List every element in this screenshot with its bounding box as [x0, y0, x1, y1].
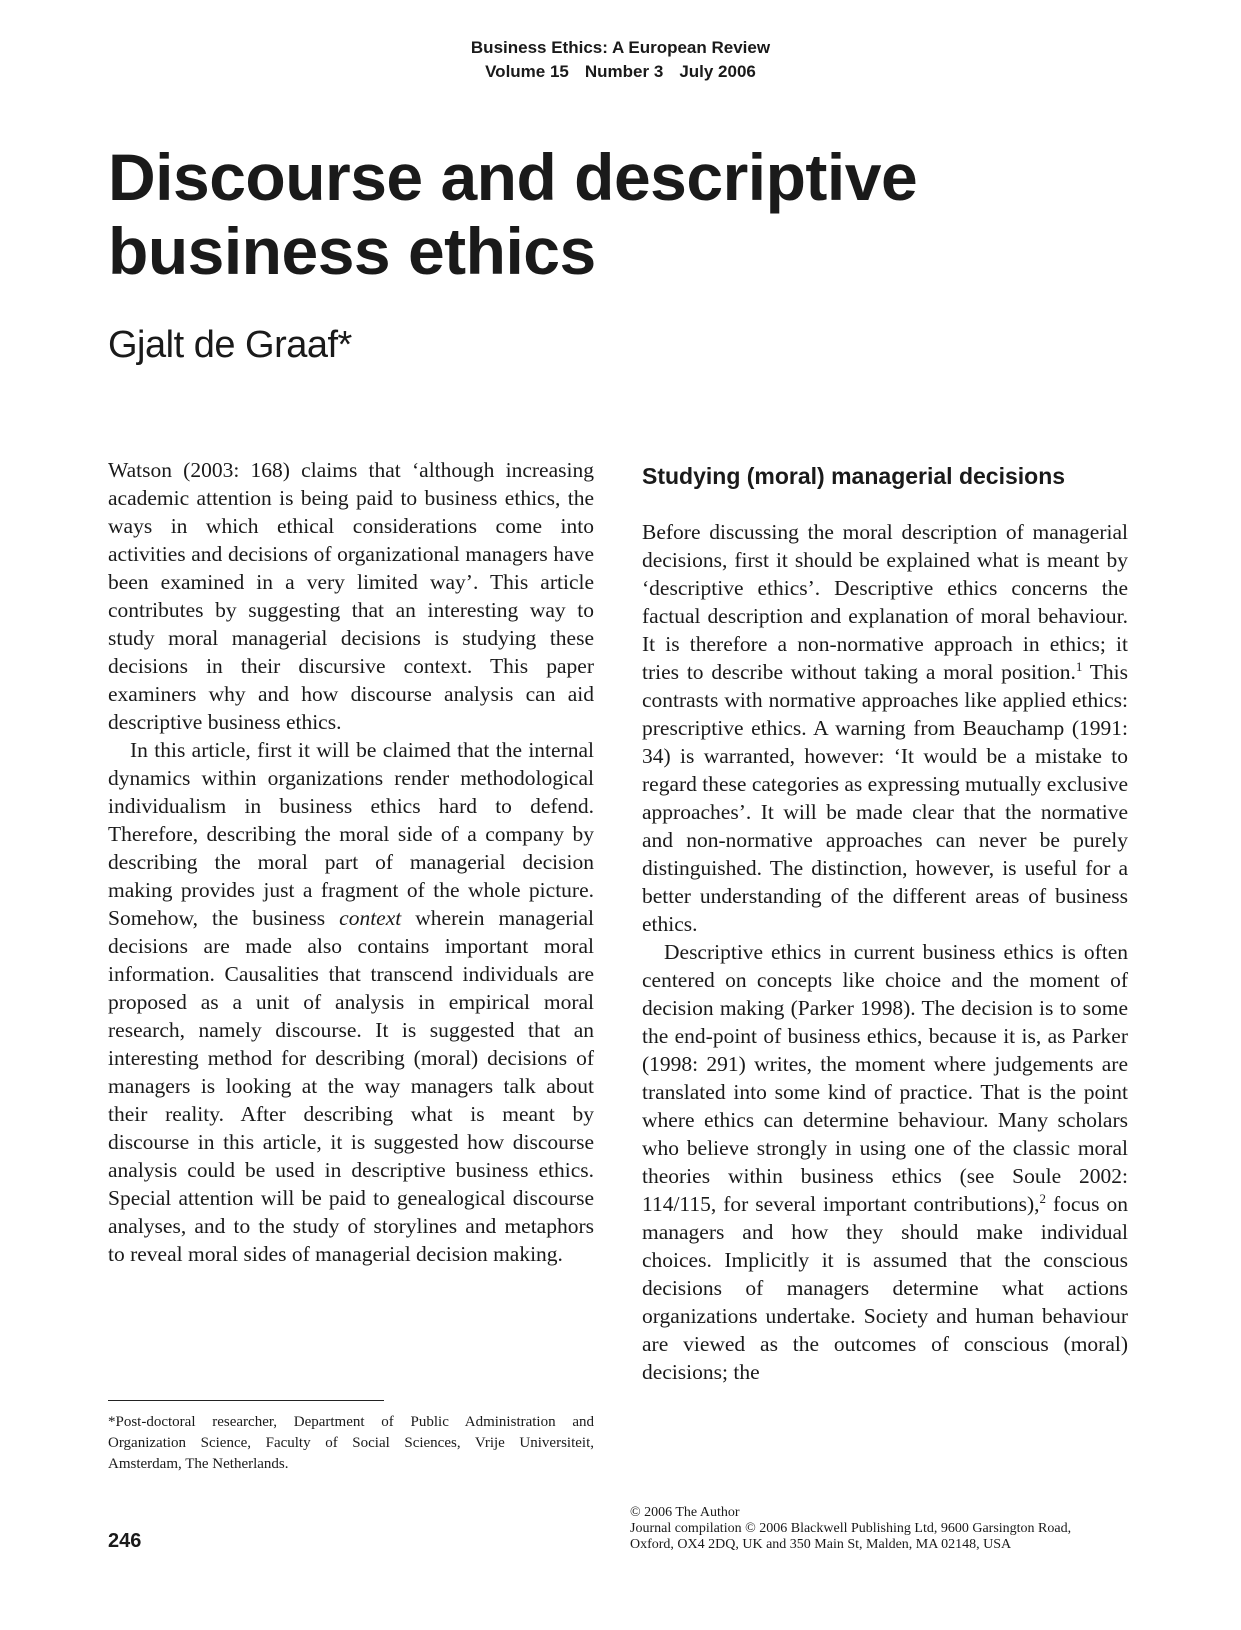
footnote-ref-1[interactable]: 1 — [1075, 658, 1083, 674]
copyright-notice — [630, 1505, 1130, 1553]
issue-date: July 2006 — [679, 62, 756, 81]
article-title: Discourse and descriptive business ethics — [108, 140, 918, 288]
right-column — [642, 462, 1128, 1386]
author-footnote: *Post-doctoral researcher, Department of Public Administration and Organization Science, Faculty of Social Sciences, Vrije Universiteit, Amsterdam, The Netherlands. — [108, 1414, 594, 1472]
section-heading: Studying (moral) managerial decisions — [642, 463, 1066, 489]
copyright-author: © 2006 The Author — [630, 1505, 740, 1520]
issue-number: Number 3 — [584, 62, 664, 81]
copyright-journal: Journal compilation © 2006 Blackwell Publishing Ltd, 9600 Garsington Road, — [630, 1521, 1072, 1536]
left-column — [108, 456, 594, 1268]
journal-name: Business Ethics: A European Review — [470, 38, 771, 57]
body-paragraph: Descriptive ethics in current business ethics is often centered on concepts like choice and the moment of decision making (Parker 1998). The decision is to some the end-point of business ethics, because it is, as Parker (1998: 291) writes, the moment where judgements are translated into some kind of practice. That is the point where ethics can determine behaviour. Many scholars who believe strongly in using one of the classic moral theories within business ethics (see Soule 2002: 114/115, for several important contributions),$^2$ focus on managers and how they should make individual choices. Implicitly it is assumed that the conscious decisions of managers determine what actions organizations undertake. Society and human behaviour are viewed as the outcomes of conscious (moral) decisions; the — [642, 940, 1128, 1384]
page-number: 246 — [108, 1530, 142, 1552]
volume: Volume 15 — [485, 62, 569, 81]
footnote-divider — [108, 1400, 384, 1401]
body-paragraph: Before discussing the moral description of managerial decisions, first it should be explained what is meant by ‘descriptive ethics’. Descriptive ethics concerns the factual description and explanation of moral behaviour. It is therefore a non-normative approach in ethics; it tries to describe without taking a moral position.$^1$ This contrasts with normative approaches like applied ethics: prescriptive ethics. A warning from Beauchamp (1991: 34) is warranted, however: ‘It would be a mistake to regard these categories as expressing mutually exclusive approaches’. It will be made clear that the normative and non-normative approaches can never be purely distinguished. The distinction, however, is useful for a better understanding of the different areas of business ethics. — [642, 520, 1128, 936]
issue-line — [0, 60, 1241, 84]
emphasis-context: context — [339, 906, 402, 930]
body-paragraph: In this article, first it will be claimed that the internal dynamics within organizations render methodological individualism in business ethics hard to defend. Therefore, describing the moral side of a company by describing the moral part of managerial decision making provides just a fragment of the whole picture. Somehow, the business context wherein managerial decisions are made also contains important moral information. Causalities that transcend individuals are proposed as a unit of analysis in empirical moral research, namely discourse. It is suggested that an interesting method for describing (moral) decisions of managers is looking at the way managers talk about their reality. After describing what is meant by discourse in this article, it is suggested how discourse analysis could be used in descriptive business ethics. Special attention will be paid to genealogical discourse analyses, and to the study of storylines and metaphors to reveal moral sides of managerial decision making. — [108, 738, 595, 1266]
journal-header — [0, 36, 1241, 84]
abstract-paragraph: Watson (2003: 168) claims that ‘although increasing academic attention is being paid to business ethics, the ways in which ethical considerations come into activities and decisions of organizational managers have been examined in a very limited way’. This article contributes by suggesting that an interesting way to study moral managerial decisions is studying these decisions in their discursive context. This paper examiners why and how discourse analysis can aid descriptive business ethics. — [108, 458, 594, 734]
copyright-address: Oxford, OX4 2DQ, UK and 350 Main St, Malden, MA 02148, USA — [630, 1537, 1012, 1552]
author-name: Gjalt de Graaf* — [108, 324, 352, 366]
footnote-ref-2[interactable]: 2 — [1039, 1190, 1047, 1206]
